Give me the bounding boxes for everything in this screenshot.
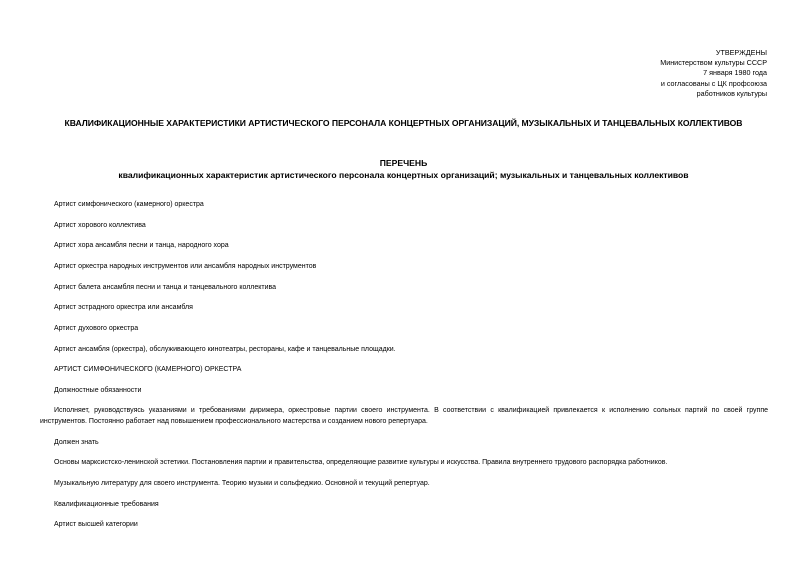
approval-line: Министерством культуры СССР [660,58,767,68]
document-title: КВАЛИФИКАЦИОННЫЕ ХАРАКТЕРИСТИКИ АРТИСТИЧЕСКОГО ПЕРСОНАЛА КОНЦЕРТНЫХ ОРГАНИЗАЦИЙ, МУЗЫКАЛЬНЫХ И ТАНЦЕВАЛЬНЫХ КОЛЛЕКТИВОВ [64,118,743,128]
list-item: Артист хора ансамбля песни и танца, народного хора [54,242,229,249]
list-item: Артист хорового коллектива [54,222,146,229]
list-item: Артист симфонического (камерного) оркестра [54,201,204,208]
approval-line: работников культуры [696,88,767,98]
list-item: Артист духового оркестра [54,325,139,332]
section-heading: АРТИСТ СИМФОНИЧЕСКОГО (КАМЕРНОГО) ОРКЕСТРА [54,366,242,373]
duties-label: Должностные обязанности [54,387,142,394]
list-item: Артист ансамбля (оркестра), обслуживающего кинотеатры, рестораны, кафе и танцевальные площадки. [54,346,396,353]
approval-line: 7 января 1980 года [703,68,767,78]
list-item: Артист оркестра народных инструментов или ансамбля народных инструментов [54,263,317,270]
duties-text: Исполняет, руководствуясь указаниями и требованиями дирижера, оркестровые партии своего инструмента. В соответствии с квалификацией привлекается к исполнению сольных партий по своей группе инструментов. Постоянно работает над повышением профессионального мастерства и созданием нового репертуара. [40,407,768,425]
must-know-text: Основы марксистско-ленинской эстетики. Постановления партии и правительства, определяющие развитие культуры и искусства. Правила внутреннего трудового распорядка работников. [54,459,668,466]
must-know-text: Музыкальную литературу для своего инструмента. Теорию музыки и сольфеджио. Основной и текущий репертуар. [54,480,430,487]
list-title [0,158,807,181]
requirements-label: Квалификационные требования [54,501,159,508]
list-title-subheading: квалификационных характеристик артистического персонала концертных организаций; музыкальных и танцевальных коллективов [118,169,689,180]
list-item: Артист эстрадного оркестра или ансамбля [54,304,193,311]
must-know-label: Должен знать [54,439,99,446]
list-title-heading: ПЕРЕЧЕНЬ [379,158,428,168]
approval-stamp [660,48,767,99]
approval-line: УТВЕРЖДЕНЫ [715,48,767,57]
list-item: Артист балета ансамбля песни и танца и танцевального коллектива [54,284,277,291]
category-label: Артист высшей категории [54,521,138,528]
approval-line: и согласованы с ЦК профсоюза [660,78,767,88]
